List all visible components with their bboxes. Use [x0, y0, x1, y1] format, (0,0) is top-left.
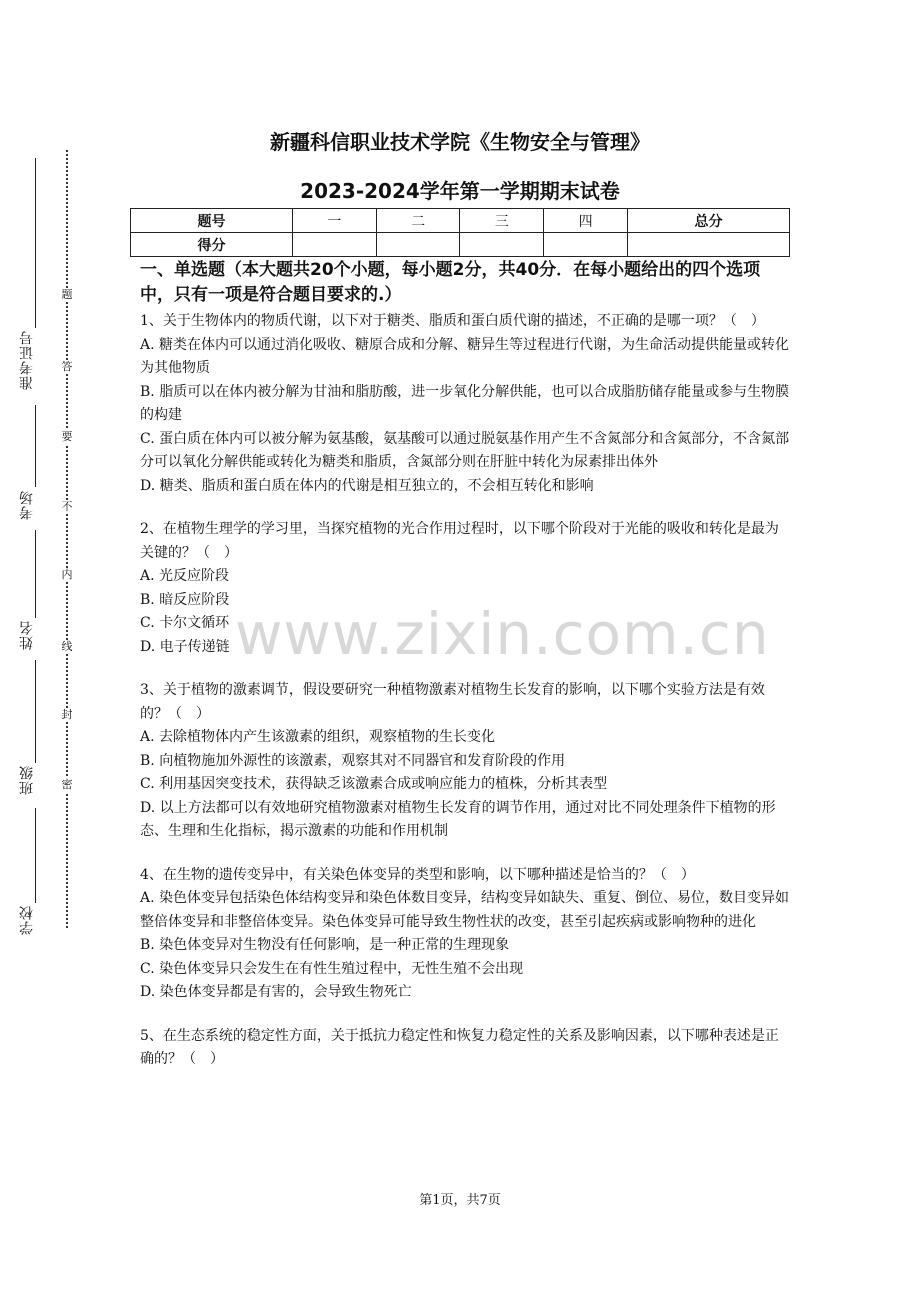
section-heading: 一、单选题（本大题共20个小题，每小题2分，共40分．在每小题给出的四个选项中，只有一项是符合题目要求的.）: [140, 260, 761, 305]
question-option: A. 去除植物体内产生该激素的组织，观察植物的生长变化: [140, 729, 496, 745]
question-option: B. 脂质可以在体内被分解为甘油和脂肪酸，进一步氧化分解供能，也可以合成脂肪储存能量或参与生物膜的构建: [140, 383, 790, 423]
score-blank: [460, 233, 544, 257]
score-cell: 总分: [628, 209, 790, 233]
question: [140, 518, 790, 659]
label-name: 姓名: [19, 620, 35, 650]
question-option: B. 暗反应阶段: [140, 591, 230, 608]
question-option: C. 染色体变异只会发生在有性生殖过程中，无性生殖不会出现: [140, 960, 524, 977]
label-exam-id: 准考证号: [19, 330, 35, 390]
score-blank: [376, 233, 460, 257]
question: [140, 310, 790, 498]
question-stem: 5、在生态系统的稳定性方面，关于抵抗力稳定性和恢复力稳定性的关系及影响因素，以下哪种表述是正确的？（ ）: [140, 1027, 779, 1067]
seal-char: 答: [59, 360, 75, 374]
question: [140, 864, 790, 1005]
score-blank: [628, 233, 790, 257]
question-stem: 4、在生物的遗传变异中，有关染色体变异的类型和影响，以下哪种描述是恰当的？（ ）: [140, 866, 695, 883]
question-option: B. 向植物施加外源性的该激素，观察其对不同器官和发育阶段的作用: [140, 752, 566, 769]
watermark: www.zixin.com.cn: [235, 600, 770, 668]
exam-title: 新疆科信职业技术学院《生物安全与管理》: [270, 130, 650, 154]
exam-content: [140, 258, 790, 1092]
question-option: D. 电子传递链: [140, 638, 230, 655]
question-option: A. 染色体变异包括染色体结构变异和染色体数目变异，结构变异如缺失、重复、倒位、易位，数目变异如整倍体变异和非整倍体变异。染色体变异可能导致生物性状的改变，甚至引起疾病或影响物种的进化: [140, 890, 790, 930]
score-cell: 二: [376, 209, 460, 233]
line-exam-room: [35, 405, 36, 487]
score-cell: 一: [292, 209, 376, 233]
score-cell: 三: [460, 209, 544, 233]
seal-char: 不: [59, 500, 75, 514]
question: [140, 1025, 790, 1072]
question-option: C. 卡尔文循环: [140, 615, 230, 631]
question-option: A. 糖类在体内可以通过消化吸收、糖原合成和分解、糖异生等过程进行代谢，为生命活动提供能量或转化为其他物质: [140, 336, 790, 376]
question-stem: 3、关于植物的激素调节，假设要研究一种植物激素对植物生长发育的影响，以下哪个实验方法是有效的？（ ）: [140, 682, 765, 722]
score-header-row: [131, 209, 790, 233]
score-cell: 四: [544, 209, 628, 233]
page-number: 第1页，共7页: [419, 1193, 501, 1208]
label-school: 学校: [19, 905, 35, 935]
exam-subtitle: 2023-2024学年第一学期期末试卷: [300, 179, 620, 203]
question-option: D. 染色体变异都是有害的，会导致生物死亡: [140, 984, 412, 1000]
question: [140, 679, 790, 844]
seal-char: 线: [59, 640, 75, 654]
question-option: D. 以上方法都可以有效地研究植物激素对植物生长发育的调节作用，通过对比不同处理条件下植物的形态、生理和生化指标，揭示激素的功能和作用机制: [140, 799, 776, 839]
question-option: D. 糖类、脂质和蛋白质在体内的代谢是相互独立的，不会相互转化和影响: [140, 477, 594, 494]
score-value-row: [131, 233, 790, 257]
line-class: [35, 660, 36, 763]
question-stem: 1、关于生物体内的物质代谢，以下对于糖类、脂质和蛋白质代谢的描述，不正确的是哪一项？（ ）: [140, 313, 765, 329]
label-exam-room: 考场: [19, 490, 35, 520]
score-blank: [544, 233, 628, 257]
seal-char: 题: [59, 288, 75, 302]
score-blank: [292, 233, 376, 257]
line-name: [35, 530, 36, 618]
seal-char: 内: [59, 568, 75, 582]
question-stem: 2、在植物生理学的学习里，当探究植物的光合作用过程时，以下哪个阶段对于光能的吸收和转化是最为关键的？（ ）: [140, 521, 779, 561]
question-option: C. 利用基因突变技术，获得缺乏该激素合成或响应能力的植株，分析其表型: [140, 776, 608, 792]
question-option: B. 染色体变异对生物没有任何影响，是一种正常的生理现象: [140, 937, 510, 953]
question-option: A. 光反应阶段: [140, 568, 230, 584]
seal-char: 密: [59, 778, 75, 792]
score-cell: 题号: [131, 209, 293, 233]
label-class: 班级: [19, 765, 35, 795]
seal-char: 要: [59, 430, 75, 444]
seal-char: 封: [59, 708, 75, 722]
line-school: [35, 808, 36, 903]
score-label: 得分: [131, 233, 293, 257]
question-option: C. 蛋白质在体内可以被分解为氨基酸，氨基酸可以通过脱氨基作用产生不含氮部分和含氮部分，不含氮部分可以氧化分解供能或转化为糖类和脂质，含氮部分则在肝脏中转化为尿素排出体外: [140, 430, 790, 470]
score-table: [130, 208, 790, 257]
seal-line: [66, 150, 68, 928]
